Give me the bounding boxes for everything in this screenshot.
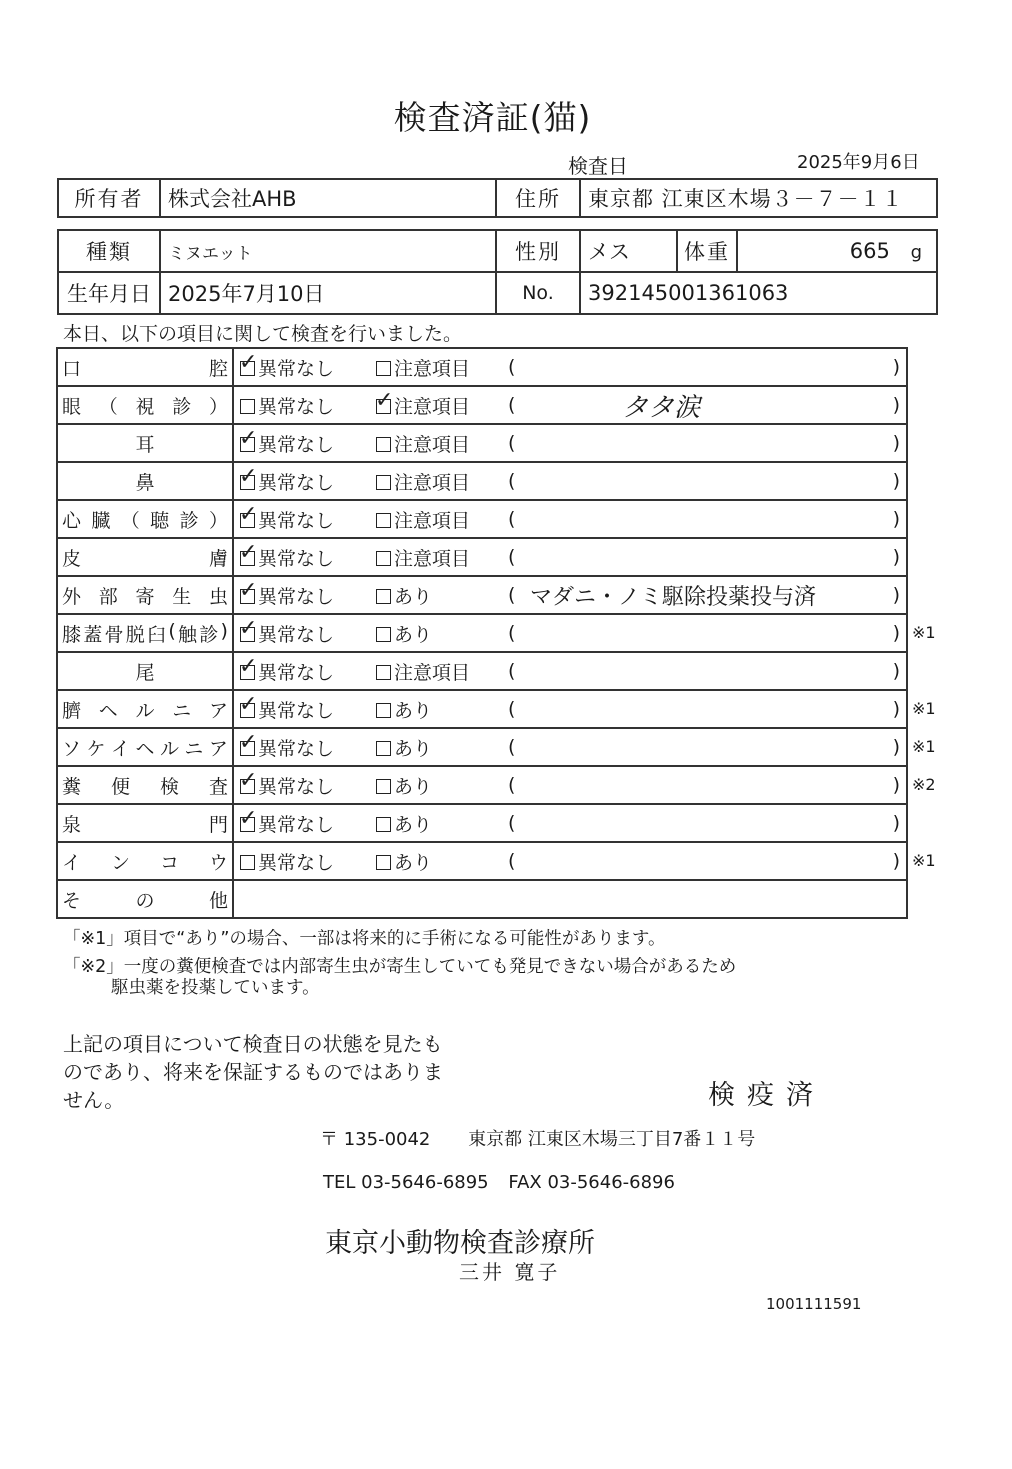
checkbox-icon[interactable] — [375, 387, 394, 414]
paren-close: ) — [892, 584, 900, 606]
checkbox-icon[interactable] — [376, 665, 391, 680]
inspection-item-name — [57, 500, 233, 538]
inspection-item-name — [57, 690, 233, 728]
option-label: あり — [394, 699, 433, 722]
option-label: あり — [394, 585, 433, 608]
inspection-table — [56, 347, 908, 919]
inspection-row — [57, 576, 907, 614]
paren-open: ( — [508, 698, 516, 720]
inspection-item-label: 口 腔 — [62, 357, 228, 380]
option-label: 異常なし — [258, 357, 335, 380]
option-label: 異常なし — [258, 395, 335, 418]
checkmark-icon: ✓ — [239, 501, 258, 527]
checkbox-icon[interactable] — [239, 463, 258, 490]
option-attention[interactable] — [376, 582, 432, 609]
paren-close: ) — [892, 698, 900, 720]
checkbox-icon[interactable] — [239, 691, 258, 718]
checkmark-icon: ✓ — [239, 691, 258, 717]
paren-open: ( — [508, 812, 516, 834]
option-attention[interactable] — [376, 772, 432, 799]
option-attention[interactable] — [376, 696, 432, 723]
contact-line — [323, 1172, 675, 1193]
paren-close: ) — [892, 470, 900, 492]
paren-close: ) — [892, 736, 900, 758]
inspection-item-label: イ ン コ ウ — [62, 851, 228, 874]
inspection-options — [233, 804, 907, 842]
options-row — [234, 539, 906, 575]
inspection-options — [233, 690, 907, 728]
inspection-row — [57, 500, 907, 538]
paren-open: ( — [508, 546, 516, 568]
exam-date-label: 検査日 — [568, 154, 628, 178]
checkbox-icon[interactable] — [376, 551, 391, 566]
option-label: 注意項目 — [394, 509, 471, 532]
option-label: あり — [394, 623, 433, 646]
checkmark-icon: ✓ — [239, 767, 258, 793]
option-attention[interactable] — [376, 544, 470, 571]
paren-close: ) — [892, 546, 900, 568]
checkbox-icon[interactable] — [239, 653, 258, 680]
address-label: 住所 — [496, 179, 580, 217]
option-normal[interactable] — [239, 653, 335, 685]
options-row — [234, 615, 906, 651]
options-row — [234, 577, 906, 613]
paren-close: ) — [892, 508, 900, 530]
paren-open: ( — [508, 774, 516, 796]
inspection-item-label: 心 臓 （ 聴 診 ） — [62, 509, 228, 532]
option-attention[interactable] — [375, 387, 471, 419]
inspection-item-name — [57, 842, 233, 880]
inspection-item-name — [57, 538, 233, 576]
person-name: 三井 寛子 — [459, 1260, 561, 1284]
paren-open: ( — [508, 356, 516, 378]
checkbox-icon[interactable] — [376, 741, 391, 756]
inspection-options — [233, 424, 907, 462]
inspection-item-label: 膝 蓋 骨 脱 臼 ( 触 診 ) — [62, 619, 228, 646]
clinic-address-line — [320, 1125, 755, 1151]
option-label: 異常なし — [258, 547, 335, 570]
option-normal[interactable] — [240, 848, 334, 875]
options-row — [234, 463, 906, 499]
dob-label: 生年月日 — [58, 272, 160, 314]
inspection-options — [233, 576, 907, 614]
other-value[interactable] — [233, 880, 907, 918]
option-attention[interactable] — [376, 620, 432, 647]
inspection-options — [233, 614, 907, 652]
option-label: 異常なし — [258, 851, 335, 874]
options-row — [234, 843, 906, 879]
option-normal[interactable] — [239, 577, 335, 609]
inspection-item-name — [57, 386, 233, 424]
breed-value: ミヌエット — [160, 230, 496, 272]
paren-open: ( — [508, 432, 516, 454]
inspection-row — [57, 538, 907, 576]
inspection-options — [233, 500, 907, 538]
checkbox-icon[interactable] — [376, 855, 391, 870]
inspection-item-label: 糞 便 検 査 — [62, 775, 228, 798]
paren-close: ) — [892, 432, 900, 454]
option-label: あり — [394, 737, 433, 760]
option-label: 異常なし — [258, 585, 335, 608]
page-title: 検査済証(猫) — [393, 98, 592, 137]
checkmark-icon: ✓ — [239, 539, 258, 565]
inspection-row — [57, 690, 907, 728]
inspection-item-name — [57, 652, 233, 690]
option-label: 異常なし — [258, 433, 335, 456]
checkbox-icon[interactable] — [376, 361, 391, 376]
option-label: 注意項目 — [394, 433, 471, 456]
options-row — [234, 653, 906, 689]
checkbox-icon[interactable] — [376, 513, 391, 528]
handwritten-note: タタ涙 — [622, 393, 701, 423]
inspection-options — [233, 728, 907, 766]
checkbox-icon[interactable] — [239, 539, 258, 566]
option-label: 注意項目 — [394, 471, 471, 494]
option-label: あり — [394, 775, 433, 798]
footnote-mark: ※1 — [912, 737, 936, 756]
checkbox-icon[interactable] — [376, 627, 391, 642]
options-row — [234, 349, 906, 385]
quarantine-stamp: 検疫済 — [708, 1080, 825, 1111]
checkbox-icon[interactable] — [239, 767, 258, 794]
paren-close: ) — [892, 850, 900, 872]
inspection-row — [57, 348, 907, 386]
intro-text: 本日、以下の項目に関して検査を行いました。 — [63, 323, 463, 345]
inspection-row — [57, 462, 907, 500]
option-label: 異常なし — [258, 661, 335, 684]
options-row — [234, 501, 906, 537]
option-normal[interactable] — [239, 691, 335, 723]
option-attention[interactable] — [376, 848, 432, 875]
checkmark-icon: ✓ — [239, 577, 258, 603]
weight-value: 665 — [849, 239, 890, 263]
checkbox-icon[interactable] — [239, 577, 258, 604]
options-row — [234, 729, 906, 765]
option-label: 異常なし — [258, 509, 335, 532]
inspection-row-other — [57, 880, 907, 918]
options-row — [234, 691, 906, 727]
option-normal[interactable] — [240, 392, 334, 419]
option-attention[interactable] — [376, 468, 470, 495]
checkbox-icon[interactable] — [376, 817, 391, 832]
paren-close: ) — [892, 774, 900, 796]
option-attention[interactable] — [376, 430, 470, 457]
other-label-cell — [57, 880, 233, 918]
inspection-row — [57, 804, 907, 842]
footnote-2a: 「※2」一度の糞便検査では内部寄生虫が寄生していても発見できない場合があるため — [63, 957, 737, 977]
checkbox-icon[interactable] — [376, 589, 391, 604]
checkmark-icon: ✓ — [239, 653, 258, 679]
option-normal[interactable] — [239, 729, 335, 761]
owner-table — [57, 178, 938, 218]
option-label: 異常なし — [258, 813, 335, 836]
weight-unit: g — [910, 242, 922, 263]
inspection-item-label: 鼻 — [135, 471, 155, 494]
paren-close: ) — [892, 812, 900, 834]
options-row — [234, 767, 906, 803]
checkbox-icon[interactable] — [376, 703, 391, 718]
tel: TEL 03-5646-6895 — [323, 1172, 489, 1193]
inspection-options — [233, 842, 907, 880]
option-label: 異常なし — [258, 471, 335, 494]
option-label: あり — [394, 813, 433, 836]
inspection-item-name — [57, 766, 233, 804]
options-row — [234, 425, 906, 461]
inspection-options — [233, 766, 907, 804]
inspection-row — [57, 614, 907, 652]
checkbox-icon[interactable] — [376, 475, 391, 490]
paren-open: ( — [508, 736, 516, 758]
inspection-options — [233, 348, 907, 386]
option-label: 注意項目 — [394, 547, 471, 570]
inspection-row — [57, 842, 907, 880]
inspection-item-label: 尾 — [135, 661, 155, 684]
inspection-row — [57, 652, 907, 690]
checkbox-icon[interactable] — [239, 501, 258, 528]
option-label: 注意項目 — [394, 395, 471, 418]
owner-label: 所有者 — [58, 179, 160, 217]
option-label: 注意項目 — [394, 661, 471, 684]
fax: FAX 03-5646-6896 — [508, 1172, 675, 1193]
inspection-row — [57, 386, 907, 424]
checkmark-icon: ✓ — [239, 729, 258, 755]
inspection-row — [57, 766, 907, 804]
checkbox-icon[interactable] — [239, 615, 258, 642]
option-label: 注意項目 — [394, 357, 471, 380]
inspection-item-name — [57, 462, 233, 500]
option-normal[interactable] — [239, 805, 335, 837]
sex-label: 性別 — [496, 230, 580, 272]
checkbox-icon[interactable] — [376, 779, 391, 794]
paren-close: ) — [892, 660, 900, 682]
checkbox-icon[interactable] — [239, 729, 258, 756]
inspection-item-name — [57, 728, 233, 766]
option-normal[interactable] — [239, 463, 335, 495]
inspection-item-name — [57, 804, 233, 842]
sex-value: メス — [580, 230, 677, 272]
checkbox-icon[interactable] — [240, 855, 255, 870]
checkbox-icon[interactable] — [376, 437, 391, 452]
footnote-1: 「※1」項目で“あり”の場合、一部は将来的に手術になる可能性があります。 — [63, 929, 666, 949]
no-value: 392145001361063 — [580, 272, 937, 314]
other-label: そ の 他 — [62, 889, 228, 912]
option-attention[interactable] — [376, 734, 432, 761]
option-label: 異常なし — [258, 699, 335, 722]
option-normal[interactable] — [239, 615, 335, 647]
option-normal[interactable] — [239, 425, 335, 457]
checkmark-icon: ✓ — [239, 463, 258, 489]
paren-open: ( — [508, 394, 516, 416]
checkmark-icon: ✓ — [239, 425, 258, 451]
disclaimer: 上記の項目について検査日の状態を見たものであり、将来を保証するものではありません。 — [63, 1032, 443, 1112]
paren-open: ( — [508, 584, 516, 606]
option-normal[interactable] — [239, 767, 335, 799]
dob-value: 2025年7月10日 — [160, 272, 496, 314]
option-normal[interactable] — [239, 349, 335, 381]
option-label: あり — [394, 851, 433, 874]
footnote-2b: 駆虫薬を投薬しています。 — [111, 978, 320, 998]
paren-close: ) — [892, 394, 900, 416]
checkmark-icon: ✓ — [375, 387, 394, 413]
inspection-item-label: 泉 門 — [62, 813, 228, 836]
footnote-mark: ※1 — [912, 851, 936, 870]
exam-date: 2025年9月6日 — [797, 152, 920, 173]
footnote-mark: ※2 — [912, 775, 936, 794]
address-value: 東京都 江東区木場３－７－１１ — [580, 179, 937, 217]
inspection-options — [233, 386, 907, 424]
no-label: No. — [496, 272, 580, 314]
checkbox-icon[interactable] — [240, 399, 255, 414]
checkmark-icon: ✓ — [239, 349, 258, 375]
inspection-item-label: 眼 （ 視 診 ） — [62, 395, 228, 418]
inspection-row — [57, 728, 907, 766]
inspection-item-name — [57, 348, 233, 386]
weight-label: 体重 — [677, 230, 737, 272]
paren-open: ( — [508, 508, 516, 530]
option-label: 異常なし — [258, 737, 335, 760]
breed-label: 種類 — [58, 230, 160, 272]
options-row — [234, 805, 906, 841]
inspection-item-name — [57, 576, 233, 614]
inspection-item-label: 外 部 寄 生 虫 — [62, 585, 228, 608]
inspection-item-name — [57, 424, 233, 462]
checkbox-icon[interactable] — [239, 425, 258, 452]
option-normal[interactable] — [239, 539, 335, 571]
option-attention[interactable] — [376, 354, 470, 381]
checkbox-icon[interactable] — [239, 349, 258, 376]
inspection-item-name — [57, 614, 233, 652]
checkmark-icon: ✓ — [239, 805, 258, 831]
inspection-item-label: 耳 — [135, 433, 155, 456]
footnote-mark: ※1 — [912, 699, 936, 718]
inspection-note: マダニ・ノミ駆除投薬投与済 — [530, 584, 817, 610]
owner-value: 株式会社AHB — [160, 179, 496, 217]
paren-open: ( — [508, 470, 516, 492]
option-normal[interactable] — [239, 501, 335, 533]
paren-close: ) — [892, 356, 900, 378]
inspection-options — [233, 462, 907, 500]
option-label: 異常なし — [258, 623, 335, 646]
document-number: 1001111591 — [766, 1295, 862, 1313]
inspection-row — [57, 424, 907, 462]
postal-code: 〒 135-0042 — [320, 1129, 431, 1150]
option-attention[interactable] — [376, 658, 470, 685]
options-row — [234, 387, 906, 423]
inspection-options — [233, 538, 907, 576]
weight-cell — [737, 230, 937, 272]
animal-table — [57, 229, 938, 315]
paren-close: ) — [892, 622, 900, 644]
inspection-item-label: 皮 膚 — [62, 547, 228, 570]
option-label: 異常なし — [258, 775, 335, 798]
paren-open: ( — [508, 660, 516, 682]
footnote-mark: ※1 — [912, 623, 936, 642]
checkbox-icon[interactable] — [239, 805, 258, 832]
checkmark-icon: ✓ — [239, 615, 258, 641]
option-attention[interactable] — [376, 506, 470, 533]
inspection-options — [233, 652, 907, 690]
inspection-item-label: ソ ケ イ ヘ ル ニ ア — [62, 737, 228, 760]
inspection-item-label: 臍 ヘ ル ニ ア — [62, 699, 228, 722]
option-attention[interactable] — [376, 810, 432, 837]
clinic-name: 東京小動物検査診療所 — [325, 1228, 595, 1259]
paren-open: ( — [508, 850, 516, 872]
paren-open: ( — [508, 622, 516, 644]
clinic-address: 東京都 江東区木場三丁目7番１１号 — [468, 1129, 756, 1150]
